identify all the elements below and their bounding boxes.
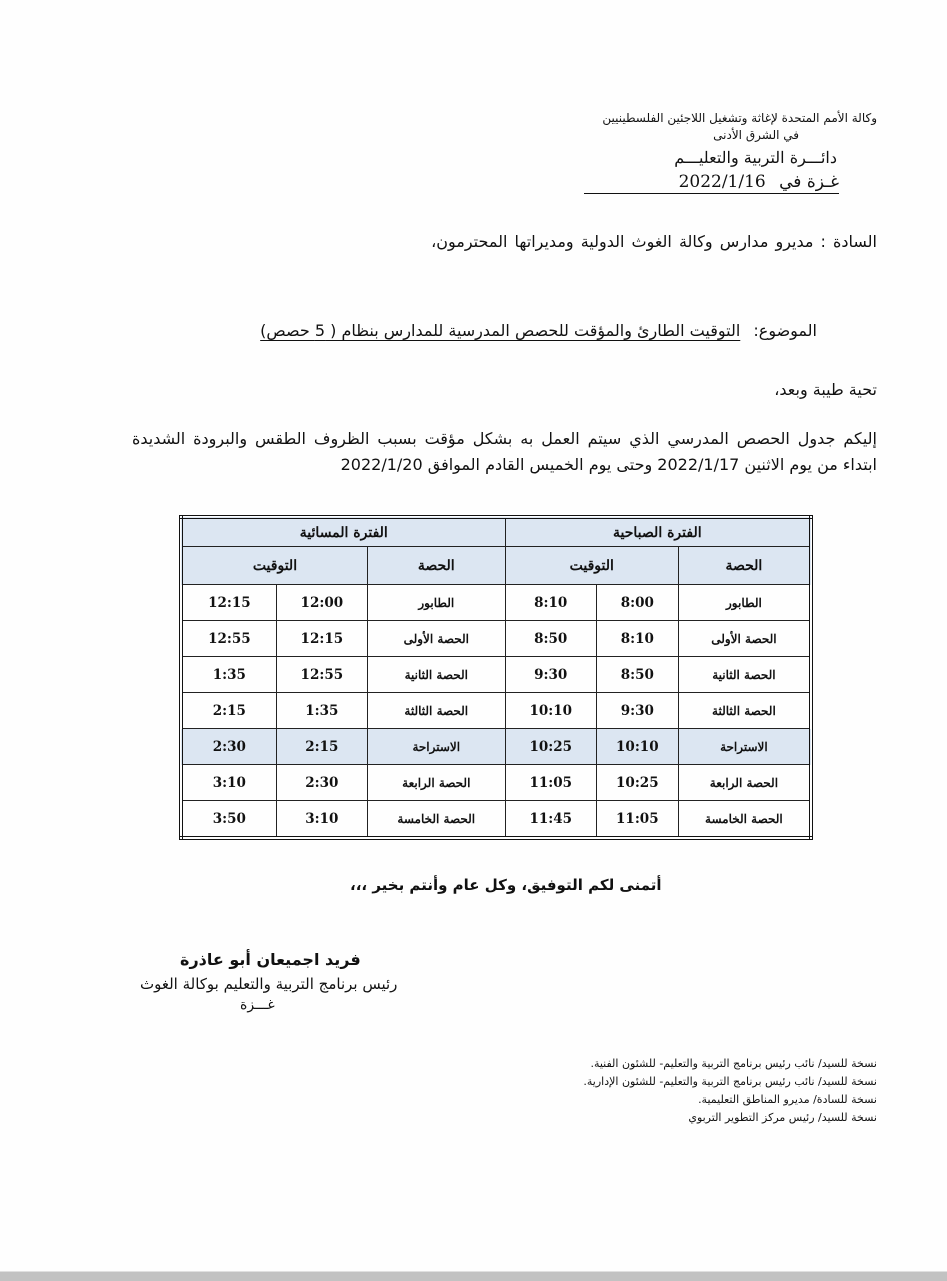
- morning-period-name: الحصة الثالثة: [678, 693, 811, 729]
- evening-start-time: 12:15: [276, 621, 367, 657]
- schedule-row: [181, 621, 811, 657]
- schedule-body: [181, 585, 811, 839]
- addressee: السادة : مديرو مدارس وكالة الغوث الدولية ومديراتها المحترمون،: [431, 232, 877, 251]
- schedule-row: [181, 657, 811, 693]
- evening-end-time: 12:15: [181, 585, 276, 621]
- org-name-line2: في الشرق الأدنى: [713, 128, 799, 142]
- evening-period-name: الحصة الثانية: [367, 657, 505, 693]
- morning-start-time: 11:05: [596, 801, 678, 839]
- evening-period-name: الطابور: [367, 585, 505, 621]
- evening-start-time: 1:35: [276, 693, 367, 729]
- schedule-row: [181, 729, 811, 765]
- schedule-row: [181, 801, 811, 839]
- closing-line: أتمنى لكم التوفيق، وكل عام وأنتم بخير ،،،: [350, 876, 662, 894]
- evening-period-header: الفترة المسائية: [181, 517, 505, 547]
- morning-start-time: 10:25: [596, 765, 678, 801]
- morning-period-name: الحصة الثانية: [678, 657, 811, 693]
- schedule-row: [181, 585, 811, 621]
- evening-end-time: 3:50: [181, 801, 276, 839]
- signatory-city: غـــزة: [240, 997, 275, 1013]
- schedule-table: [179, 515, 813, 840]
- morning-period-col-header: الحصة: [678, 547, 811, 585]
- evening-period-name: الحصة الثالثة: [367, 693, 505, 729]
- subject-label: الموضوع:: [753, 321, 817, 340]
- morning-start-time: 10:10: [596, 729, 678, 765]
- place-date-line: [584, 172, 839, 194]
- letter-date: 2022/1/16: [678, 172, 766, 192]
- morning-start-time: 8:10: [596, 621, 678, 657]
- cc-line: نسخة للسيد/ رئيس مركز التطوير التربوي: [688, 1111, 877, 1124]
- cc-line: نسخة للسيد/ نائب رئيس برنامج التربية والتعليم- للشئون الإدارية.: [583, 1075, 877, 1088]
- morning-period-header: الفترة الصباحية: [505, 517, 811, 547]
- morning-period-name: الحصة الخامسة: [678, 801, 811, 839]
- cc-line: نسخة للسيد/ نائب رئيس برنامج التربية والتعليم- للشئون الفنية.: [590, 1057, 877, 1070]
- evening-end-time: 3:10: [181, 765, 276, 801]
- body-line-1: إليكم جدول الحصص المدرسي الذي سيتم العمل به بشكل مؤقت بسبب الظروف الطقس والبرودة الشديدة: [132, 429, 877, 448]
- schedule-row: [181, 765, 811, 801]
- cc-line: نسخة للسادة/ مديرو المناطق التعليمية.: [698, 1093, 877, 1106]
- evening-end-time: 12:55: [181, 621, 276, 657]
- evening-period-name: الحصة الخامسة: [367, 801, 505, 839]
- morning-period-name: الحصة الرابعة: [678, 765, 811, 801]
- department-name: دائـــرة التربية والتعليـــم: [674, 148, 837, 167]
- morning-period-name: الحصة الأولى: [678, 621, 811, 657]
- evening-end-time: 2:15: [181, 693, 276, 729]
- morning-end-time: 11:05: [505, 765, 596, 801]
- subject-line: [260, 321, 817, 340]
- morning-period-name: الطابور: [678, 585, 811, 621]
- signatory-name: فريد اجميعان أبو عاذرة: [180, 950, 361, 969]
- period-header-row: [181, 517, 811, 547]
- morning-end-time: 8:10: [505, 585, 596, 621]
- evening-period-name: الحصة الأولى: [367, 621, 505, 657]
- signatory-title: رئيس برنامج التربية والتعليم بوكالة الغوث: [140, 975, 398, 993]
- morning-start-time: 8:00: [596, 585, 678, 621]
- place: غـزة في: [779, 172, 839, 192]
- schedule-row: [181, 693, 811, 729]
- morning-period-name: الاستراحة: [678, 729, 811, 765]
- body-line-2: ابتداء من يوم الاثنين 2022/1/17 وحتى يوم الخميس القادم الموافق 2022/1/20: [340, 455, 877, 474]
- evening-end-time: 2:30: [181, 729, 276, 765]
- morning-end-time: 11:45: [505, 801, 596, 839]
- column-header-row: [181, 547, 811, 585]
- morning-start-time: 9:30: [596, 693, 678, 729]
- morning-end-time: 10:10: [505, 693, 596, 729]
- greeting: تحية طيبة وبعد،: [774, 380, 877, 399]
- evening-start-time: 12:00: [276, 585, 367, 621]
- evening-period-name: الاستراحة: [367, 729, 505, 765]
- evening-start-time: 2:15: [276, 729, 367, 765]
- morning-start-time: 8:50: [596, 657, 678, 693]
- morning-end-time: 8:50: [505, 621, 596, 657]
- evening-start-time: 2:30: [276, 765, 367, 801]
- org-name-line1: وكالة الأمم المتحدة لإغاثة وتشغيل اللاجئين الفلسطينيين: [602, 111, 877, 125]
- morning-time-col-header: التوقيت: [505, 547, 678, 585]
- evening-period-col-header: الحصة: [367, 547, 505, 585]
- morning-end-time: 9:30: [505, 657, 596, 693]
- evening-time-col-header: التوقيت: [181, 547, 367, 585]
- subject-text: التوقيت الطارئ والمؤقت للحصص المدرسية للمدارس بنظام ( 5 حصص): [260, 321, 741, 340]
- evening-period-name: الحصة الرابعة: [367, 765, 505, 801]
- evening-end-time: 1:35: [181, 657, 276, 693]
- evening-start-time: 12:55: [276, 657, 367, 693]
- morning-end-time: 10:25: [505, 729, 596, 765]
- evening-start-time: 3:10: [276, 801, 367, 839]
